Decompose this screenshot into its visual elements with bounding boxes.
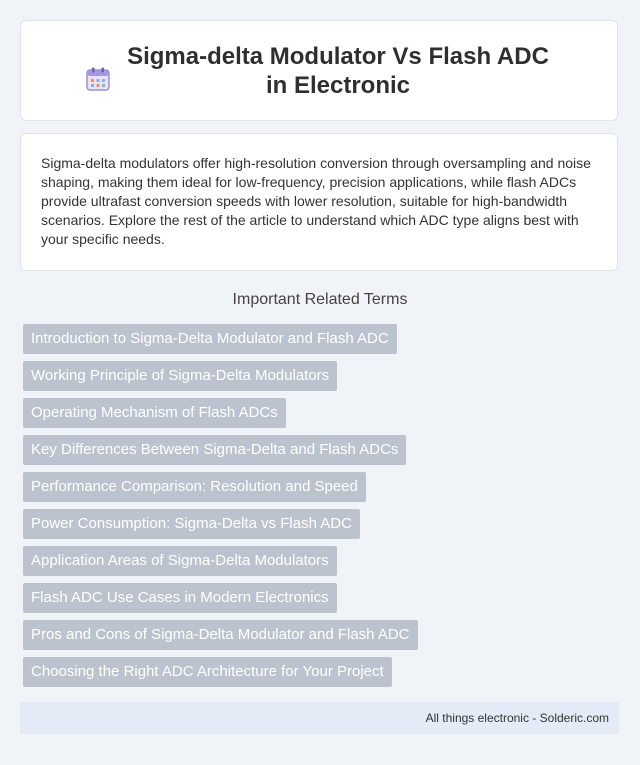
term-tag[interactable]: Key Differences Between Sigma-Delta and Flash ADCs [23, 435, 406, 465]
term-tag[interactable]: Operating Mechanism of Flash ADCs [23, 398, 286, 428]
title-card [20, 20, 618, 121]
term-tag[interactable]: Performance Comparison: Resolution and Speed [23, 472, 366, 502]
term-tag[interactable]: Working Principle of Sigma-Delta Modulators [23, 361, 337, 391]
summary-card [20, 133, 618, 271]
term-tag[interactable]: Introduction to Sigma-Delta Modulator and Flash ADC [23, 324, 397, 354]
term-tag[interactable]: Pros and Cons of Sigma-Delta Modulator and Flash ADC [23, 620, 418, 650]
calendar-icon [85, 66, 111, 92]
footer-text: All things electronic - Solderic.com [425, 711, 609, 725]
footer [20, 702, 619, 734]
related-terms-heading: Important Related Terms [232, 291, 408, 308]
term-tag[interactable]: Power Consumption: Sigma-Delta vs Flash ADC [23, 509, 360, 539]
term-tag[interactable]: Choosing the Right ADC Architecture for Your Project [23, 657, 392, 687]
summary-text: Sigma-delta modulators offer high-resolution conversion through oversampling and noise shaping, making them ideal for low-frequency, precision applications, while flash ADCs provide ultrafast conversion speeds with lower resolution, suitable for high-bandwidth scenarios. Explore the rest of the article to understand which ADC type aligns best with your specific needs. [41, 155, 591, 247]
term-tag[interactable]: Flash ADC Use Cases in Modern Electronics [23, 583, 337, 613]
term-tag[interactable]: Application Areas of Sigma-Delta Modulators [23, 546, 337, 576]
page-title: Sigma-delta Modulator Vs Flash ADC in Electronic [127, 42, 549, 99]
